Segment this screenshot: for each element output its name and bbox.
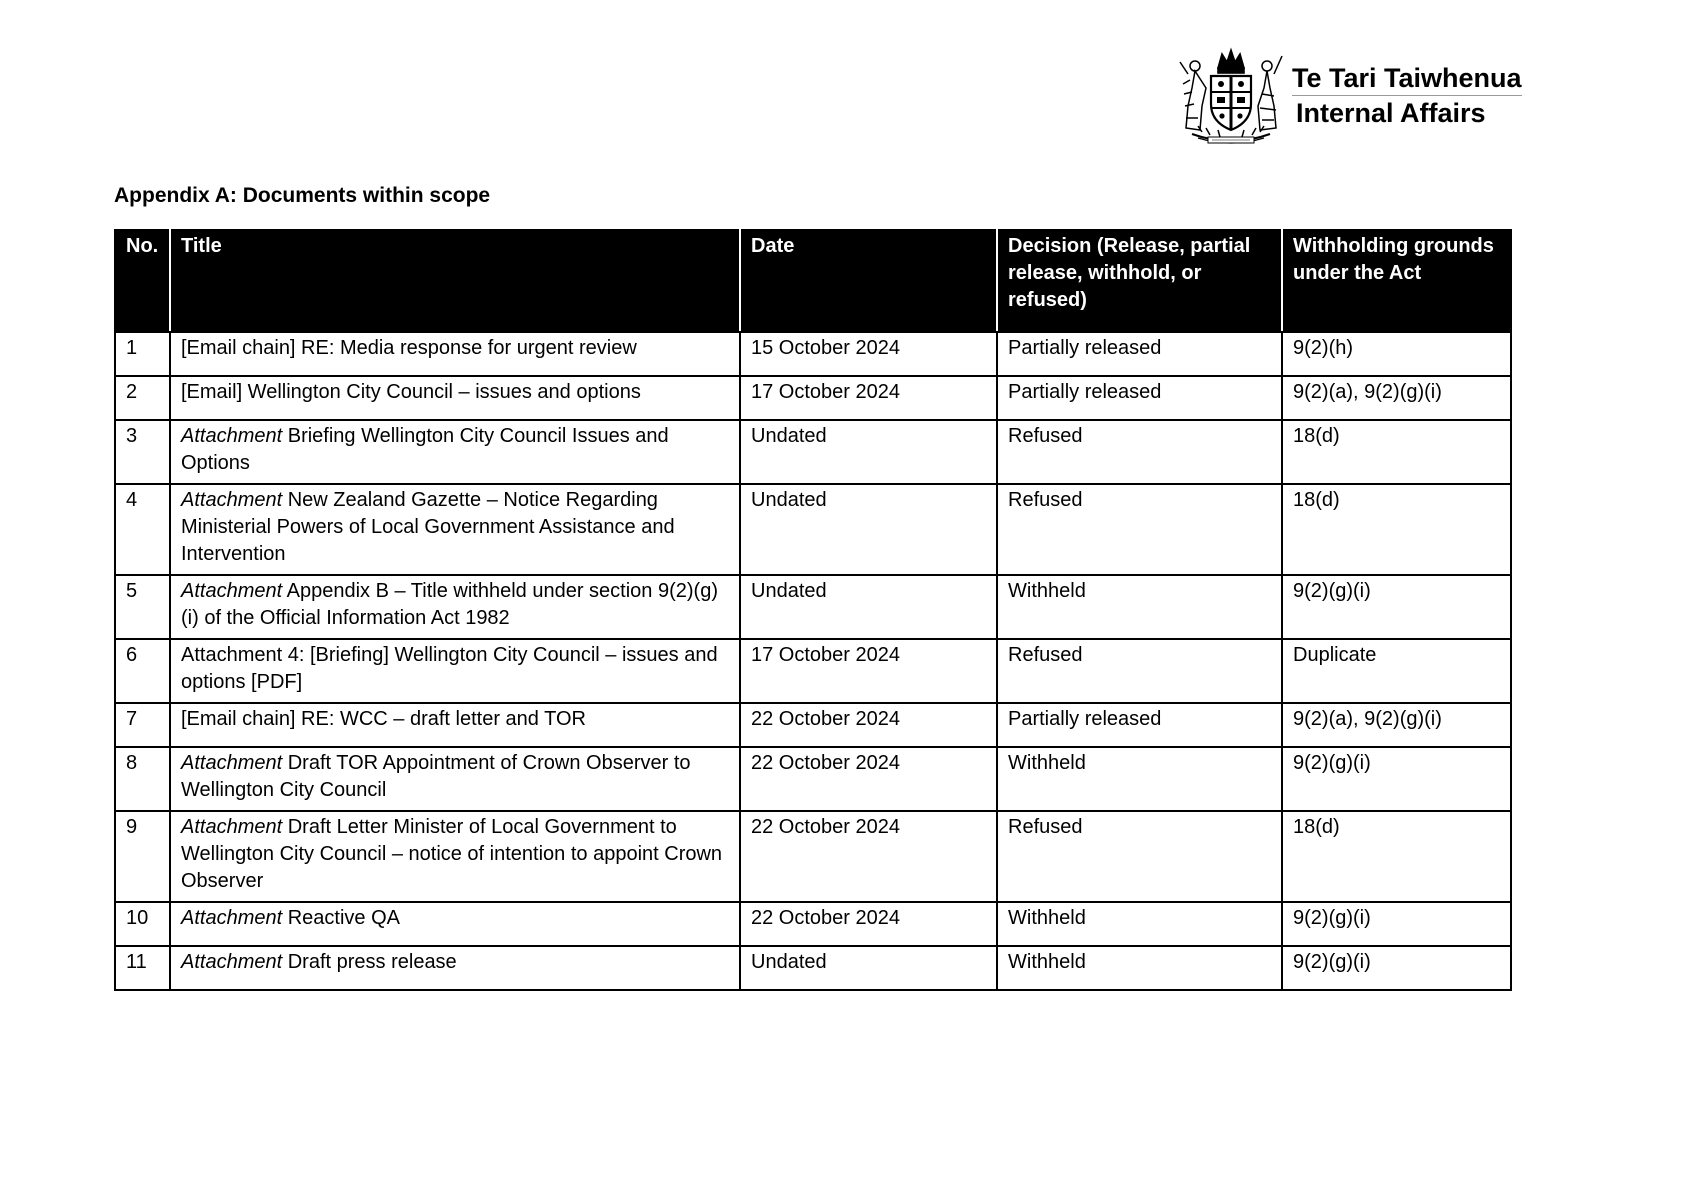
cell-title <box>170 484 740 575</box>
cell-grounds: 9(2)(g)(i) <box>1282 575 1511 639</box>
cell-grounds: 18(d) <box>1282 484 1511 575</box>
column-header-date: Date <box>740 230 997 332</box>
cell-date: Undated <box>740 420 997 484</box>
cell-date: Undated <box>740 946 997 990</box>
table-row <box>115 811 1511 902</box>
cell-no: 10 <box>115 902 170 946</box>
document-title: Attachment 4: [Briefing] Wellington City Council – issues and options [PDF] <box>181 644 724 693</box>
cell-decision: Refused <box>997 639 1282 703</box>
documents-table <box>114 229 1512 991</box>
cell-date: 17 October 2024 <box>740 376 997 420</box>
cell-no: 8 <box>115 747 170 811</box>
table-row <box>115 902 1511 946</box>
attachment-label: Attachment <box>181 951 283 973</box>
cell-grounds: 9(2)(h) <box>1282 332 1511 376</box>
cell-title <box>170 332 740 376</box>
document-title: [Email chain] RE: Media response for urgent review <box>181 337 637 359</box>
column-header-no: No. <box>115 230 170 332</box>
column-header-decision: Decision (Release, partial release, withhold, or refused) <box>997 230 1282 332</box>
table-row <box>115 420 1511 484</box>
cell-grounds: 18(d) <box>1282 811 1511 902</box>
cell-no: 9 <box>115 811 170 902</box>
document-title: Appendix B – Title withheld under section 9(2)(g)(i) of the Official Information Act 1982 <box>181 580 718 629</box>
cell-decision: Partially released <box>997 376 1282 420</box>
document-title: New Zealand Gazette – Notice Regarding Ministerial Powers of Local Government Assistance and Intervention <box>181 489 681 565</box>
cell-decision: Partially released <box>997 332 1282 376</box>
cell-title <box>170 420 740 484</box>
cell-date: Undated <box>740 575 997 639</box>
agency-logo <box>1178 44 1522 146</box>
cell-title <box>170 703 740 747</box>
cell-decision: Withheld <box>997 902 1282 946</box>
cell-date: 17 October 2024 <box>740 639 997 703</box>
cell-date: Undated <box>740 484 997 575</box>
cell-date: 22 October 2024 <box>740 902 997 946</box>
cell-title <box>170 811 740 902</box>
document-title: [Email] Wellington City Council – issues and options <box>181 381 641 403</box>
cell-grounds: Duplicate <box>1282 639 1511 703</box>
cell-no: 7 <box>115 703 170 747</box>
table-row <box>115 575 1511 639</box>
cell-no: 1 <box>115 332 170 376</box>
cell-title <box>170 902 740 946</box>
document-title: Draft press release <box>282 951 457 973</box>
cell-grounds: 9(2)(g)(i) <box>1282 902 1511 946</box>
cell-decision: Withheld <box>997 946 1282 990</box>
table-row <box>115 703 1511 747</box>
cell-decision: Partially released <box>997 703 1282 747</box>
cell-grounds: 18(d) <box>1282 420 1511 484</box>
attachment-label: Attachment <box>181 425 283 447</box>
column-header-grounds: Withholding grounds under the Act <box>1282 230 1511 332</box>
cell-no: 4 <box>115 484 170 575</box>
cell-no: 2 <box>115 376 170 420</box>
attachment-label: Attachment <box>181 816 283 838</box>
table-row <box>115 946 1511 990</box>
cell-grounds: 9(2)(g)(i) <box>1282 946 1511 990</box>
agency-name <box>1292 63 1522 128</box>
cell-decision: Refused <box>997 811 1282 902</box>
cell-decision: Withheld <box>997 575 1282 639</box>
cell-decision: Withheld <box>997 747 1282 811</box>
appendix-heading: Appendix A: Documents within scope <box>114 184 491 207</box>
cell-date: 22 October 2024 <box>740 811 997 902</box>
table-row <box>115 639 1511 703</box>
cell-no: 11 <box>115 946 170 990</box>
cell-decision: Refused <box>997 420 1282 484</box>
cell-title <box>170 747 740 811</box>
cell-decision: Refused <box>997 484 1282 575</box>
document-title: Draft TOR Appointment of Crown Observer to Wellington City Council <box>181 752 697 801</box>
attachment-label: Attachment <box>181 907 283 929</box>
agency-name-english: Internal Affairs <box>1296 97 1486 128</box>
cell-date: 22 October 2024 <box>740 747 997 811</box>
cell-date: 22 October 2024 <box>740 703 997 747</box>
attachment-label: Attachment <box>181 580 283 602</box>
coat-of-arms-icon <box>1178 44 1284 146</box>
table-row <box>115 376 1511 420</box>
cell-grounds: 9(2)(g)(i) <box>1282 747 1511 811</box>
document-title: Reactive QA <box>282 907 400 929</box>
table-row <box>115 332 1511 376</box>
cell-date: 15 October 2024 <box>740 332 997 376</box>
document-title: [Email chain] RE: WCC – draft letter and TOR <box>181 708 586 730</box>
cell-grounds: 9(2)(a), 9(2)(g)(i) <box>1282 703 1511 747</box>
document-title: Draft Letter Minister of Local Government to Wellington City Council – notice of intention to appoint Crown Observer <box>181 816 728 892</box>
column-header-title: Title <box>170 230 740 332</box>
attachment-label: Attachment <box>181 489 283 511</box>
document-title: Briefing Wellington City Council Issues and Options <box>181 425 675 474</box>
table-row <box>115 484 1511 575</box>
cell-title <box>170 575 740 639</box>
agency-name-maori: Te Tari Taiwhenua <box>1292 63 1522 96</box>
table-header-row <box>115 230 1511 332</box>
table-row <box>115 747 1511 811</box>
cell-no: 6 <box>115 639 170 703</box>
cell-title <box>170 946 740 990</box>
cell-no: 5 <box>115 575 170 639</box>
attachment-label: Attachment <box>181 752 283 774</box>
cell-grounds: 9(2)(a), 9(2)(g)(i) <box>1282 376 1511 420</box>
cell-no: 3 <box>115 420 170 484</box>
cell-title <box>170 639 740 703</box>
cell-title <box>170 376 740 420</box>
